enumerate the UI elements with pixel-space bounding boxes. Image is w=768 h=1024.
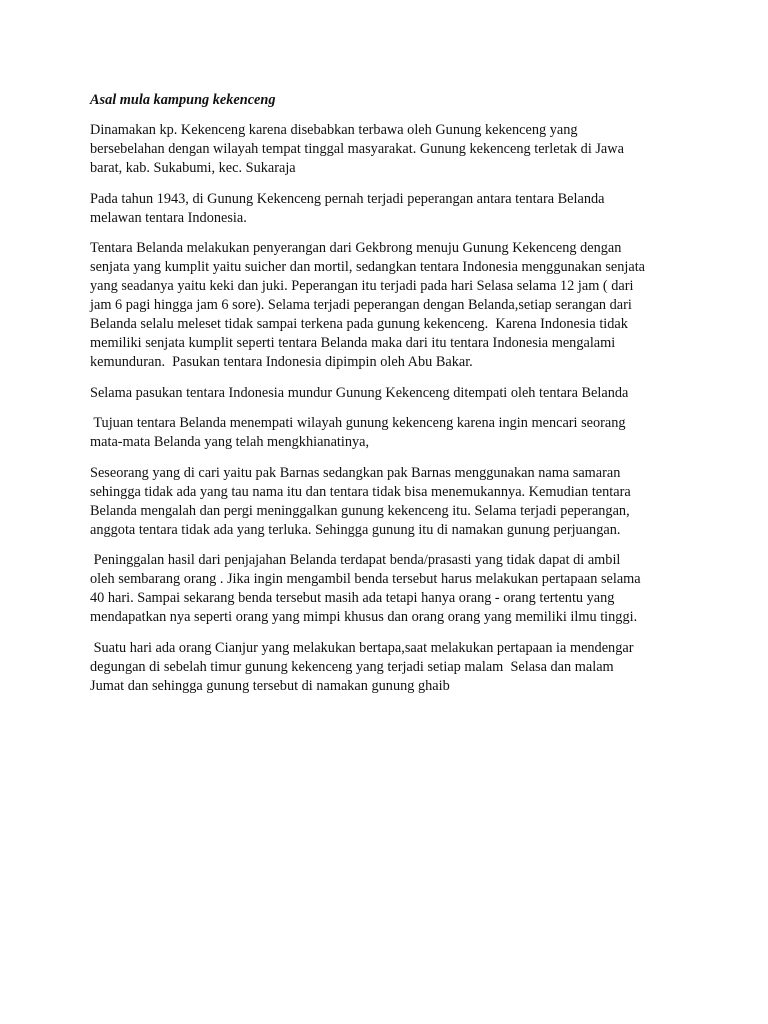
paragraph-1 [90, 121, 680, 178]
paragraph-7 [90, 551, 680, 627]
text-line: jam 6 pagi hingga jam 6 sore). Selama terjadi peperangan dengan Belanda,setiap serangan dari [90, 297, 632, 313]
text-line: Seseorang yang di cari yaitu pak Barnas sedangkan pak Barnas menggunakan nama samaran [90, 464, 621, 481]
text-line: Selama pasukan tentara Indonesia mundur Gunung Kekenceng ditempati oleh tentara Belanda [90, 384, 629, 401]
text-line: anggota tentara tidak ada yang terluka. Sehingga gunung itu di namakan gunung perjuangan. [90, 521, 621, 538]
text-line: oleh sembarang orang . Jika ingin mengambil benda tersebut harus melakukan pertapaan selama [90, 571, 641, 587]
document-page [90, 90, 680, 707]
document-title: Asal mula kampung kekenceng [90, 92, 276, 108]
text-line: melawan tentara Indonesia. [90, 209, 247, 226]
text-line: Peninggalan hasil dari penjajahan Belanda terdapat benda/prasasti yang tidak dapat di ambil [90, 552, 621, 568]
text-line: Belanda selalu meleset tidak sampai terkena pada gunung kekenceng. Karena Indonesia tidak [90, 316, 628, 332]
text-line: mendapatkan nya seperti orang yang mimpi khusus dan orang orang yang memiliki ilmu tinggi. [90, 609, 638, 625]
text-line: Belanda mengalah dan pergi meninggalkan gunung kekenceng itu. Selama terjadi peperangan, [90, 502, 630, 519]
text-line: Dinamakan kp. Kekenceng karena disebabkan terbawa oleh Gunung kekenceng yang [90, 122, 578, 138]
text-line: mata-mata Belanda yang telah mengkhianatinya, [90, 434, 370, 450]
text-line: Jumat dan sehingga gunung tersebut di namakan gunung ghaib [90, 677, 450, 694]
text-line: barat, kab. Sukabumi, kec. Sukaraja [90, 160, 296, 176]
text-line: Tujuan tentara Belanda menempati wilayah gunung kekenceng karena ingin mencari seorang [90, 415, 626, 431]
text-line: kemunduran. Pasukan tentara Indonesia dipimpin oleh Abu Bakar. [90, 354, 473, 370]
text-line: Suatu hari ada orang Cianjur yang melakukan bertapa,saat melakukan pertapaan ia mendengar [90, 639, 634, 656]
paragraph-8 [90, 639, 680, 696]
text-line: yang seadanya yaitu keki dan juki. Peperangan itu terjadi pada hari Selasa selama 12 jam ( dari [90, 278, 634, 294]
text-line: memiliki senjata kumplit seperti tentara Belanda maka dari itu tentara Indonesia mengalami [90, 335, 616, 351]
text-line: bersebelahan dengan wilayah tempat tinggal masyarakat. Gunung kekenceng terletak di Jawa [90, 141, 624, 157]
text-line: Pada tahun 1943, di Gunung Kekenceng pernah terjadi peperangan antara tentara Belanda [90, 190, 605, 207]
paragraph-3 [90, 239, 680, 372]
text-line: 40 hari. Sampai sekarang benda tersebut masih ada tetapi hanya orang - orang tertentu yang [90, 590, 615, 606]
text-line: Tentara Belanda melakukan penyerangan dari Gekbrong menuju Gunung Kekenceng dengan [90, 240, 622, 256]
text-line: sehingga tidak ada yang tau nama itu dan tentara tidak bisa menemukannya. Kemudian tentara [90, 483, 631, 500]
paragraph-5 [90, 414, 680, 452]
text-line: senjata yang kumplit yaitu suicher dan mortil, sedangkan tentara Indonesia menggunakan senjata [90, 259, 646, 275]
paragraph-2 [90, 190, 680, 228]
paragraph-6 [90, 464, 680, 540]
text-line: degungan di sebelah timur gunung kekenceng yang terjadi setiap malam Selasa dan malam [90, 658, 614, 675]
paragraph-4 [90, 384, 680, 403]
